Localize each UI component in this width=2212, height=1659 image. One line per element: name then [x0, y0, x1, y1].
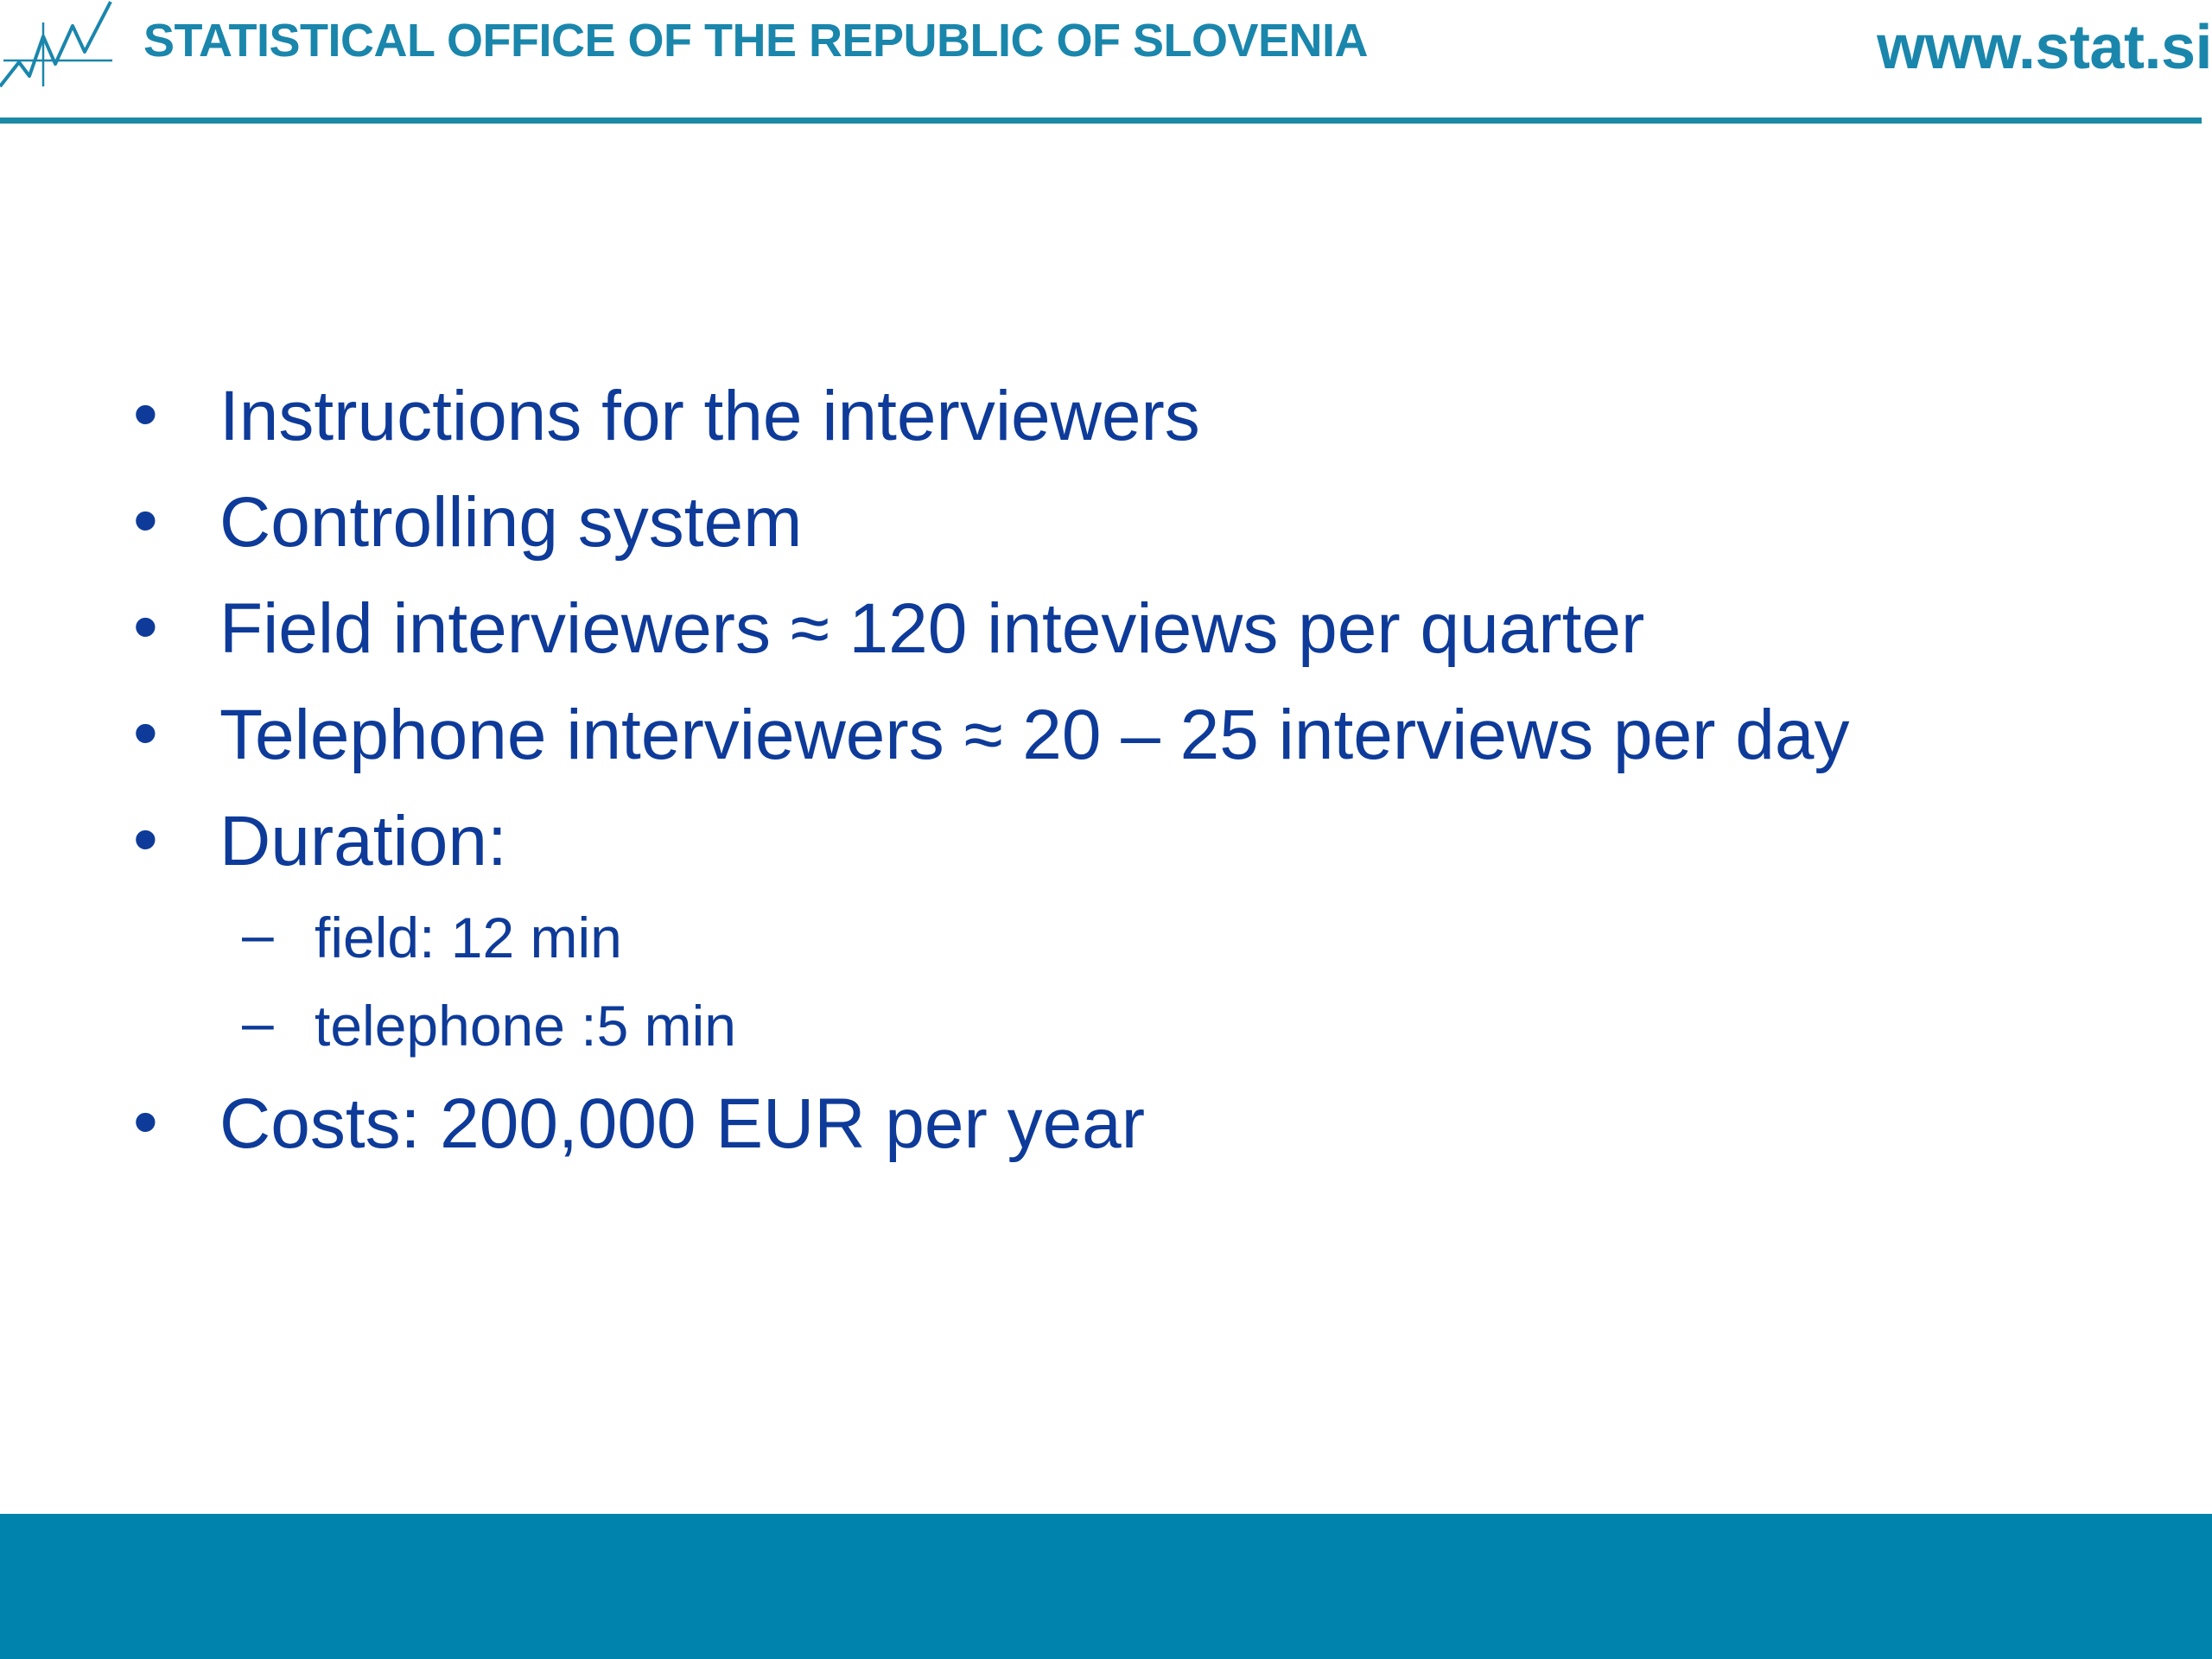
- list-item-text: Costs: 200,000 EUR per year: [219, 1084, 1146, 1163]
- list-item-text: Telephone interviewers ≈ 20 – 25 interviews per day: [219, 696, 1850, 774]
- bullet-marker: •: [133, 694, 158, 772]
- dash-marker: –: [242, 902, 274, 966]
- organization-name: STATISTICAL OFFICE OF THE REPUBLIC OF SLOVENIA: [143, 15, 1369, 67]
- bullet-marker: •: [133, 481, 158, 560]
- footer-band: [0, 1514, 2212, 1659]
- bullet-marker: •: [133, 375, 158, 454]
- bullet-marker: •: [133, 1083, 158, 1161]
- dash-marker: –: [242, 990, 274, 1054]
- list-item-text: Duration:: [219, 802, 507, 880]
- website-link[interactable]: www.stat.si: [1877, 13, 2212, 82]
- sub-list-item-text: field: 12 min: [315, 906, 622, 969]
- list-item-text: Instructions for the interviewers: [219, 377, 1200, 455]
- bullet-marker: •: [133, 588, 158, 666]
- stat-si-logo-icon: [0, 0, 117, 91]
- list-item-text: Field interviewers ≈ 120 inteviews per quarter: [219, 589, 1645, 668]
- slide-header: [0, 0, 2212, 130]
- bullet-marker: •: [133, 800, 158, 879]
- list-item-text: Controlling system: [219, 483, 803, 562]
- sub-list-item-text: telephone :5 min: [315, 994, 737, 1058]
- header-divider: [0, 118, 2202, 124]
